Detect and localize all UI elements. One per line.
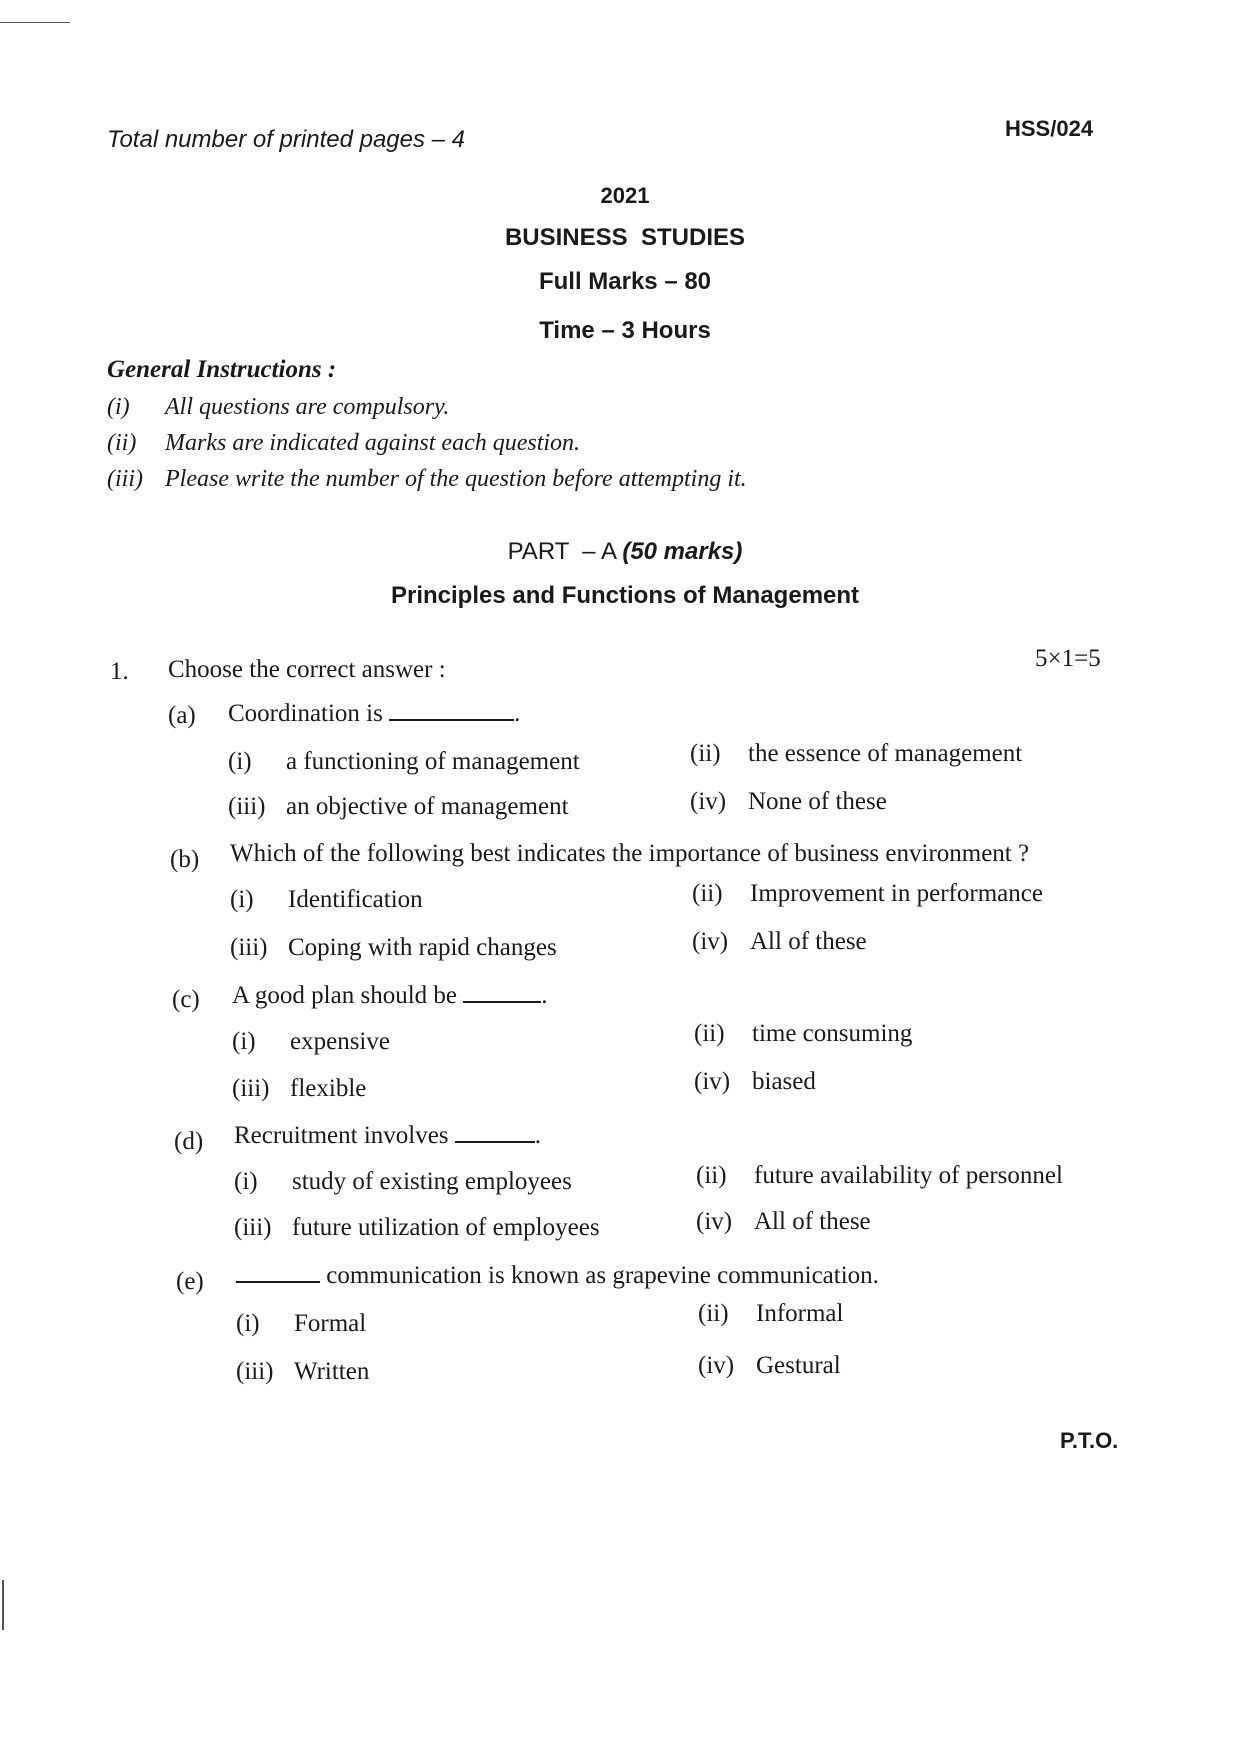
- option-num: (ii): [692, 880, 723, 907]
- page-count: Total number of printed pages – 4: [107, 126, 466, 153]
- option-text: flexible: [290, 1075, 367, 1102]
- scan-edge-line-left: [2, 1580, 4, 1630]
- option-item: [234, 1168, 572, 1196]
- instruction-num: (ii): [107, 430, 137, 456]
- option-text: Written: [294, 1358, 370, 1385]
- option-num: (ii): [690, 740, 721, 767]
- sub-question-stem: Which of the following best indicates the importance of business environment ?: [230, 840, 1030, 867]
- option-num: (iv): [696, 1208, 733, 1235]
- instruction-item: [107, 394, 449, 421]
- option-item: [696, 1208, 871, 1236]
- option-text: time consuming: [752, 1020, 913, 1047]
- option-item: [228, 748, 580, 776]
- instruction-text: Please write the number of the question before attempting it.: [165, 466, 747, 492]
- sub-question-letter: (e): [176, 1268, 204, 1295]
- option-text: All of these: [754, 1208, 871, 1235]
- option-num: (iii): [236, 1358, 274, 1385]
- option-item: [698, 1352, 841, 1380]
- option-num: (iii): [230, 934, 268, 961]
- option-num: (i): [230, 886, 254, 913]
- part-heading: [0, 538, 1240, 566]
- option-num: (iv): [690, 788, 727, 815]
- option-num: (i): [232, 1028, 256, 1055]
- part-marks: (50 marks): [622, 538, 743, 565]
- answer-blank: [389, 715, 514, 721]
- option-num: (ii): [694, 1020, 725, 1047]
- option-text: Identification: [288, 886, 423, 913]
- option-text: Informal: [756, 1300, 844, 1327]
- option-text: future utilization of employees: [292, 1214, 600, 1241]
- sub-question-end: .: [534, 1122, 542, 1149]
- option-text: expensive: [290, 1028, 390, 1055]
- option-num: (iv): [692, 928, 729, 955]
- sub-question-text: [236, 1262, 879, 1290]
- exam-year: 2021: [600, 183, 650, 208]
- option-item: [232, 1075, 366, 1103]
- scan-edge-line-top: [0, 22, 70, 23]
- instruction-num: (iii): [107, 466, 143, 492]
- sub-question-letter: (d): [174, 1128, 204, 1155]
- option-item: [228, 793, 569, 821]
- instruction-text: Marks are indicated against each question.: [165, 430, 581, 456]
- sub-question-letter: (b): [170, 846, 200, 873]
- instructions-heading: General Instructions :: [107, 356, 337, 383]
- option-text: Improvement in performance: [750, 880, 1043, 907]
- option-num: (i): [234, 1168, 258, 1195]
- subject-title: BUSINESS STUDIES: [504, 224, 746, 251]
- option-num: (i): [228, 748, 252, 775]
- option-item: [690, 740, 1022, 768]
- option-item: [230, 886, 423, 914]
- option-num: (ii): [696, 1162, 727, 1189]
- option-num: (iv): [694, 1068, 731, 1095]
- time-allowed: Time – 3 Hours: [539, 317, 711, 344]
- part-label: PART – A: [507, 538, 616, 565]
- question-number: 1.: [110, 658, 129, 685]
- sub-question-letter: (c): [172, 986, 200, 1013]
- sub-question-stem: A good plan should be: [232, 982, 457, 1009]
- option-text: Gestural: [756, 1352, 841, 1379]
- option-num: (i): [236, 1310, 260, 1337]
- instruction-num: (i): [107, 394, 130, 420]
- option-text: the essence of management: [748, 740, 1023, 767]
- instruction-text: All questions are compulsory.: [165, 394, 450, 420]
- sub-question-end: .: [514, 700, 521, 727]
- option-text: biased: [752, 1068, 816, 1095]
- sub-question-text: [228, 700, 520, 728]
- answer-blank: [463, 997, 541, 1003]
- option-item: [236, 1310, 366, 1338]
- option-num: (ii): [698, 1300, 729, 1327]
- option-text: None of these: [748, 788, 887, 815]
- option-num: (iii): [228, 793, 266, 820]
- sub-question-end: .: [541, 982, 548, 1009]
- option-text: All of these: [750, 928, 867, 955]
- paper-code: HSS/024: [1005, 116, 1094, 141]
- option-num: (iii): [232, 1075, 270, 1102]
- sub-question-text: [234, 1122, 541, 1150]
- option-item: [234, 1214, 600, 1242]
- option-text: study of existing employees: [292, 1168, 572, 1195]
- answer-blank: [455, 1137, 535, 1143]
- sub-question-stem: Coordination is: [228, 700, 383, 727]
- option-item: [690, 788, 887, 816]
- option-text: Coping with rapid changes: [288, 934, 557, 961]
- option-item: [694, 1020, 912, 1048]
- question-marks: 5×1=5: [1035, 645, 1101, 672]
- sub-question-text: [230, 840, 1029, 868]
- option-item: [696, 1162, 1063, 1190]
- option-text: future availability of personnel: [754, 1162, 1063, 1189]
- instruction-item: [107, 466, 747, 493]
- option-num: (iii): [234, 1214, 272, 1241]
- sub-question-stem: Recruitment involves: [234, 1122, 449, 1149]
- question-text: Choose the correct answer :: [168, 656, 446, 683]
- option-text: a functioning of management: [286, 748, 580, 775]
- part-subtitle: Principles and Functions of Management: [390, 582, 860, 609]
- option-item: [698, 1300, 843, 1328]
- instruction-item: [107, 430, 580, 457]
- option-item: [232, 1028, 390, 1056]
- option-text: Formal: [294, 1310, 367, 1337]
- option-text: an objective of management: [286, 793, 569, 820]
- sub-question-text: [232, 982, 548, 1010]
- please-turn-over: P.T.O.: [1060, 1428, 1119, 1453]
- option-num: (iv): [698, 1352, 735, 1379]
- answer-blank: [236, 1277, 320, 1283]
- sub-question-end: communication is known as grapevine communication.: [326, 1262, 879, 1289]
- option-item: [694, 1068, 816, 1096]
- full-marks: Full Marks – 80: [538, 268, 712, 295]
- option-item: [230, 934, 557, 962]
- option-item: [692, 880, 1043, 908]
- sub-question-letter: (a): [168, 702, 196, 729]
- option-item: [236, 1358, 369, 1386]
- option-item: [692, 928, 867, 956]
